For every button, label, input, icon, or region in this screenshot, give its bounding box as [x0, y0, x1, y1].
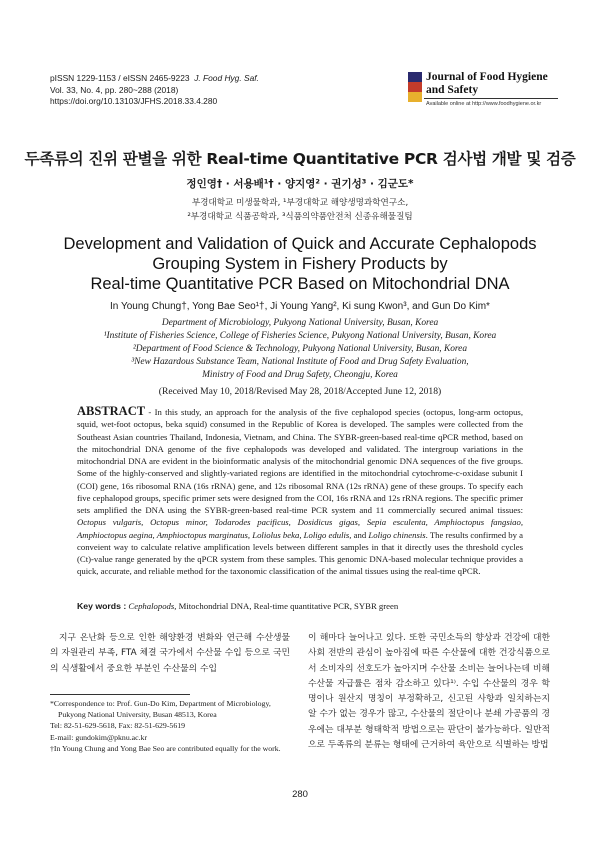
- footnote-email[interactable]: E-mail: gundokim@pknu.ac.kr: [50, 732, 148, 742]
- footnote: [50, 698, 293, 754]
- body-left-column: [50, 631, 290, 677]
- affiliation-2: ²Department of Food Science & Technology, Pukyong National University, Busan, Korea: [132, 344, 468, 354]
- english-title-line3: Real-time Quantitative PCR Based on Mitochondrial DNA: [90, 275, 510, 293]
- keywords-rest: Mitochondrial DNA, Real-time quantitative PCR, SYBR green: [176, 601, 399, 611]
- footnote-equal-contribution: †In Young Chung and Yong Bae Seo are contributed equally for the work.: [50, 743, 281, 753]
- abstract-text-1: - In this study, an approach for the analysis of the five cephalopod species (octopus, long-arm octopus, squid, wet-foot octopus, beka squid) consumed in the Republic of Korea is developed. The samples were collected from the Southeast Asian countries Thailand, Indonesia, Vietnam, and China. The SYBR-green-based real-time qPCR method, based on the mitochondrial DNA genome of the five cephalopods was developed and validated. The intergroup variations in the mitochondrial DNA are evident in the bioinformatic analysis of the mitochondrial genomic DNA sequences of the five groups. Some of the highly-conserved and slightly-variated regions are identified in the mitochondrial cytochrome-c-oxidase subunit I (COI) gene, 16s ribosomal RNA (16s rRNA) gene, and 12s ribosomal RNA (12s rRNA) gene of these groups. To specify each five cephalopod groups, specific primer sets were designed from the COI, 16s rRNA and 12s rRNA regions. The specific primer sets amplified the DNA using the SYBR-green-based real-time PCR system and 11 commercially secured animal tissues:: [77, 407, 523, 515]
- keywords: [77, 601, 523, 611]
- doi-line[interactable]: https://doi.org/10.13103/JFHS.2018.33.4.280: [50, 96, 218, 106]
- issn-line: [50, 73, 259, 85]
- korean-affiliation-2: ²부경대학교 식품공학과, ³식품의약품안전처 신종유해물질팀: [187, 212, 413, 222]
- body-right-paragraph: 이 해마다 늘어나고 있다. 또한 국민소득의 향상과 건강에 대한 사회 전반의 관심이 높아짐에 따른 수산물에 대한 건강식품으로서 소비자의 선호도가 높아지며 수산물 소비는 늘어나는데 비해 수산물 자급률은 점차 감소하고 있다¹⁾. 수입 수산물의 경우 학명이나 원산지 명칭이 부정확하고, 신고된 사항과 일치하는지 알 수가 없는 경우가 많고, 수산물의 절단이나 분쇄 가공품의 경우에는 대부분 형태학적 방법으로는 판단이 불가능하다. 일반적으로 두족류의 분류는 형태에 근거하여 육안으로 식별하는 방법: [308, 633, 550, 751]
- abstract-species-last: Loligo chinensis: [368, 529, 426, 540]
- korean-authors: 정인영† · 서용배¹† · 양지영² · 권기성³ · 김군도*: [186, 178, 414, 190]
- journal-header: [50, 73, 259, 108]
- journal-abbrev: J. Food Hyg. Saf.: [194, 73, 259, 83]
- english-title-line1: Development and Validation of Quick and Accurate Cephalopods: [63, 235, 537, 253]
- abstract-text-2: . The results confirmed by a conveient way to calculate relative amplification levels between different samples in that it directly uses the threshold cycles (Ct)-value range generated by the qPCR system from these samples. This genomic DNA-based molecular technique provides a quick, accurate, and reliable method for the taxonomic classification of the animal tissues using the real-time qPCR.: [77, 529, 523, 577]
- journal-logo-title: [426, 71, 548, 97]
- korean-title: 두족류의 진위 판별을 위한 Real-time Quantitative PCR 검사법 개발 및 검증: [24, 150, 576, 168]
- keywords-italic: Cephalopods,: [128, 601, 177, 611]
- abstract-and: and: [351, 529, 369, 540]
- logo-title-line1: Journal of Food Hygiene: [426, 71, 548, 83]
- affiliation-3: ³New Hazardous Substance Team, National Institute of Food and Drug Safety Evaluation,: [131, 357, 469, 367]
- affiliation-3b: Ministry of Food and Drug Safety, Cheongju, Korea: [202, 370, 398, 380]
- affiliation-0: Department of Microbiology, Pukyong National University, Busan, Korea: [161, 318, 439, 328]
- volume-line: Vol. 33, No. 4, pp. 280~288 (2018): [50, 84, 179, 95]
- logo-title-line2: and Safety: [426, 84, 479, 96]
- issn-text: pISSN 1229-1153 / eISSN 2465-9223: [50, 73, 190, 83]
- body-right-column: [308, 631, 550, 753]
- abstract-species: Octopus vulgaris, Octopus minor, Todarodes pacificus, Dosidicus gigas, Sepia esculenta, Amphioctopus fangsiao, Amphioctopus aegina, Amphioctopus marginatus, Loliolus beka, Loligo edulis,: [77, 517, 523, 540]
- english-authors: In Young Chung†, Yong Bae Seo¹†, Ji Young Yang², Ki sung Kwon³, and Gun Do Kim*: [110, 301, 490, 312]
- affiliation-1: ¹Institute of Fisheries Science, College of Fisheries Science, Pukyong National University, Busan, Korea: [103, 331, 497, 341]
- body-left-paragraph: 지구 온난화 등으로 인한 해양환경 변화와 연근해 수산생물의 자원관리 부족, FTA 체결 국가에서 수산물 수입 등으로 국민의 식생활에서 중요한 부분인 수산물의 수입: [50, 633, 290, 674]
- journal-url: Available online at http://www.foodhygiene.or.kr: [426, 101, 542, 107]
- page-number: 280: [292, 789, 308, 800]
- journal-logo-icon: [408, 72, 422, 102]
- footnote-correspondence: *Correspondence to: Prof. Gun-Do Kim, Department of Microbiology, Pukyong National University, Busan 48513, Korea: [50, 699, 271, 720]
- english-title: [40, 234, 560, 294]
- received-dates: (Received May 10, 2018/Revised May 28, 2018/Accepted June 12, 2018): [158, 386, 442, 397]
- korean-affiliation-1: 부경대학교 미생물학과, ¹부경대학교 해양생명과학연구소,: [191, 198, 409, 208]
- abstract-heading: ABSTRACT: [77, 404, 146, 418]
- footnote-rule: [50, 694, 190, 695]
- keywords-label: Key words :: [77, 601, 127, 611]
- footnote-tel: Tel: 82-51-629-5618, Fax: 82-51-629-5619: [50, 721, 186, 731]
- abstract: [77, 405, 523, 578]
- header-rule: [424, 98, 558, 99]
- english-title-line2: Grouping System in Fishery Products by: [152, 255, 448, 273]
